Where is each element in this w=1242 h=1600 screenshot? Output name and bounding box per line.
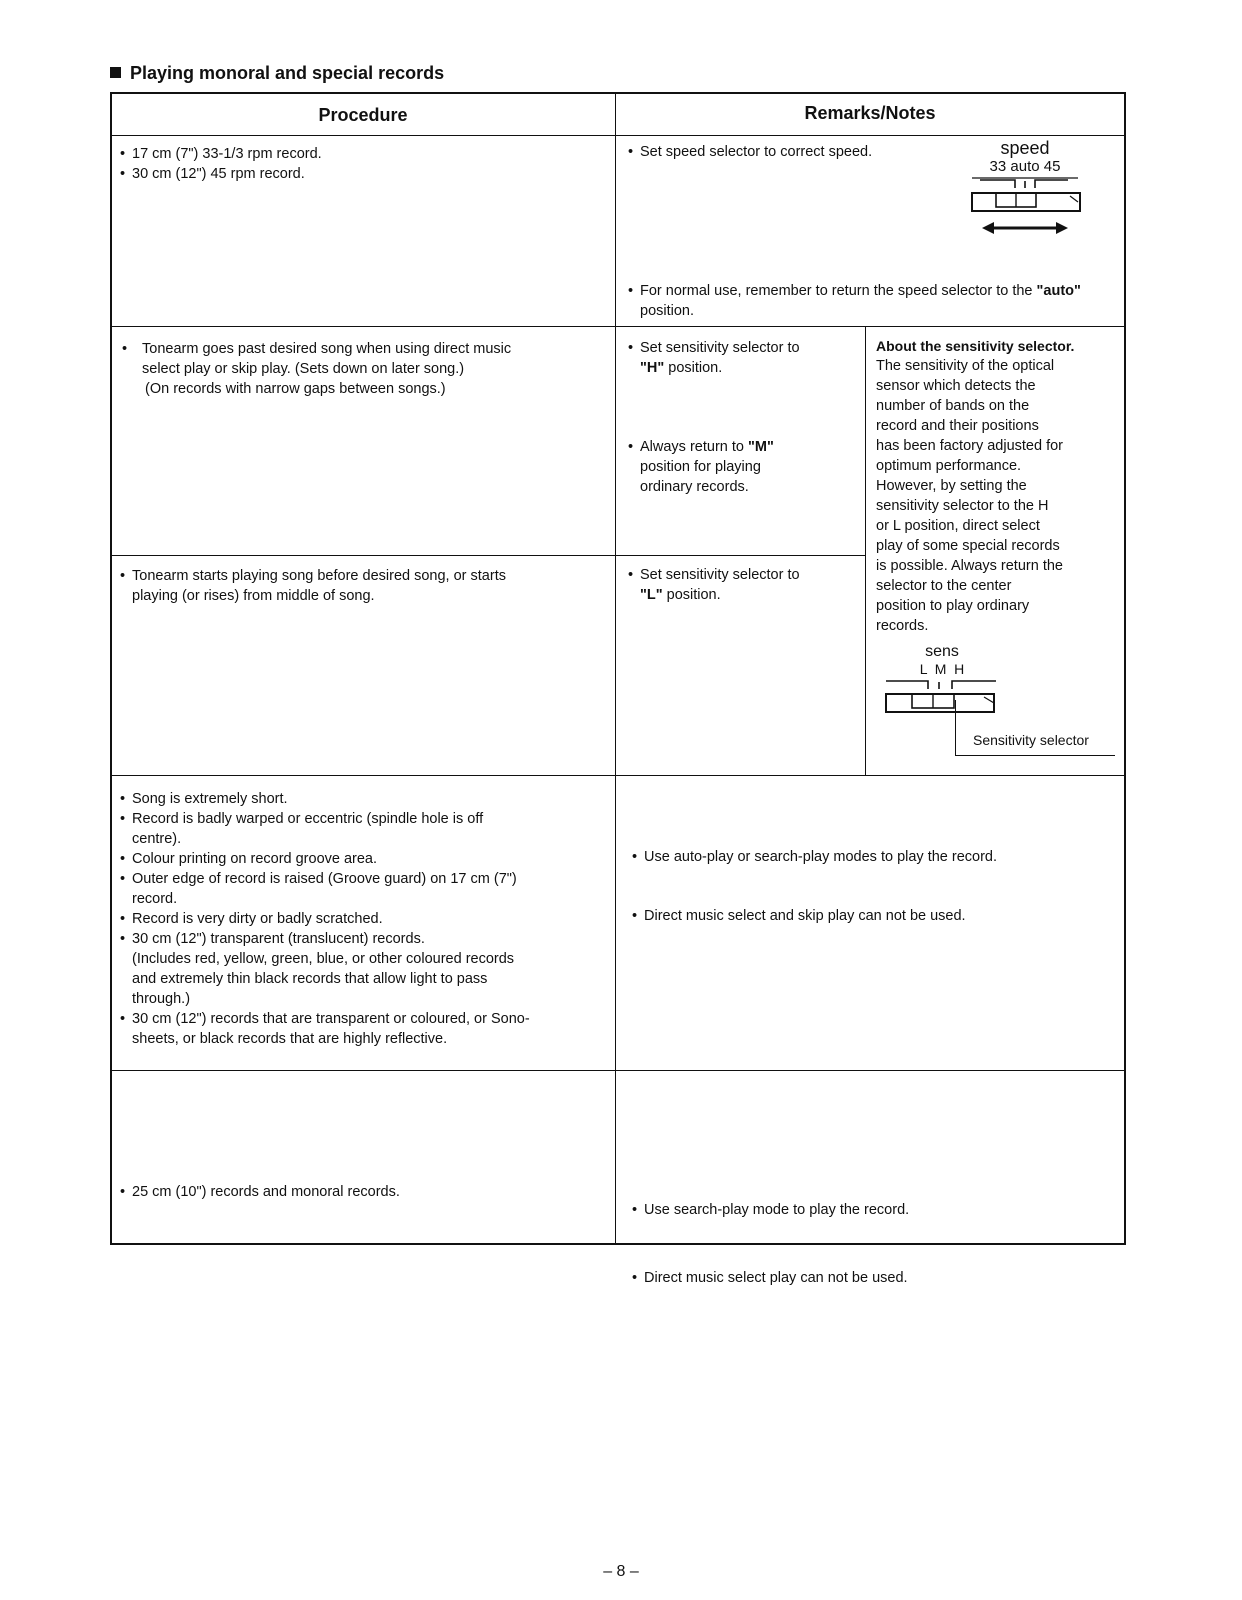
caption-underline <box>955 755 1115 756</box>
header-remarks: Remarks/Notes <box>804 103 936 123</box>
remark-line <box>628 358 858 378</box>
remark-bold: "M" <box>748 439 774 455</box>
list-item: • Colour printing on record groove area. <box>120 849 610 869</box>
remark-text: Always return to <box>640 439 744 455</box>
note-line: number of bands on the <box>876 398 1030 414</box>
row-divider-2 <box>110 555 865 556</box>
header-divider <box>110 135 1126 136</box>
section-title <box>110 63 444 84</box>
list-item: • Tonearm goes past desired song when using direct music <box>120 339 610 359</box>
sensitivity-note-heading: About the sensitivity selector. <box>876 338 1075 354</box>
caption-leader-line <box>955 700 956 755</box>
list-item: • Record is very dirty or badly scratched. <box>120 909 610 929</box>
sens-label: sens <box>925 643 959 660</box>
section-title-text: Playing monoral and special records <box>130 63 445 83</box>
remark-text: For normal use, remember to return the speed selector to the <box>640 283 1033 299</box>
remark-line <box>628 585 858 605</box>
list-item-cont: and extremely thin black records that allow light to pass <box>132 971 488 987</box>
sens-positions: L M H <box>919 661 965 677</box>
remark-line: ordinary records. <box>640 479 749 495</box>
remark-text: position. <box>640 303 695 319</box>
list-item-cont: through.) <box>132 991 191 1007</box>
row5-remark-2: • Direct music select play can not be used. <box>632 1268 1124 1288</box>
note-line: records. <box>876 618 929 634</box>
note-line: optimum performance. <box>876 458 1022 474</box>
remark-text: position. <box>666 587 721 603</box>
list-item-cont: (On records with narrow gaps between songs.) <box>145 381 446 397</box>
sensitivity-selector-caption: Sensitivity selector <box>973 732 1089 748</box>
note-line: sensitivity selector to the H <box>876 498 1049 514</box>
row-divider-3 <box>110 775 1126 776</box>
row2-remark-1 <box>628 338 858 378</box>
row1-remark-1: • Set speed selector to correct speed. <box>628 142 960 162</box>
note-line: has been factory adjusted for <box>876 438 1064 454</box>
row2-remark-2 <box>628 437 858 497</box>
row-divider-4 <box>110 1070 1126 1071</box>
column-divider <box>615 92 616 1245</box>
row-divider-1 <box>110 326 1126 327</box>
remark-line: • Set sensitivity selector to <box>628 565 858 585</box>
sensitivity-selector-diagram <box>878 643 1006 713</box>
row3-remark <box>628 565 858 605</box>
list-item-cont: sheets, or black records that are highly reflective. <box>132 1031 448 1047</box>
row3-procedure <box>120 566 610 606</box>
remark-line <box>628 437 858 457</box>
list-item: • Outer edge of record is raised (Groove guard) on 17 cm (7") <box>120 869 610 889</box>
row2-procedure <box>120 339 610 399</box>
remark-line: position for playing <box>640 459 761 475</box>
row4-remark-1: • Use auto-play or search-play modes to play the record. <box>632 847 1124 867</box>
row5-procedure: • 25 cm (10") records and monoral records. <box>120 1182 622 1202</box>
note-line: is possible. Always return the <box>876 558 1063 574</box>
note-column-divider <box>865 326 866 775</box>
note-line: However, by setting the <box>876 478 1027 494</box>
list-item: • Tonearm starts playing song before desired song, or starts <box>120 566 610 586</box>
list-item: • Song is extremely short. <box>120 789 610 809</box>
row4-remark-2: • Direct music select and skip play can not be used. <box>632 906 1124 926</box>
note-line: selector to the center <box>876 578 1012 594</box>
header-procedure: Procedure <box>318 105 408 125</box>
list-item: • 30 cm (12") 45 rpm record. <box>120 164 600 184</box>
list-item: • 30 cm (12") records that are transparent or coloured, or Sono- <box>120 1009 610 1029</box>
remark-bold: "H" <box>640 360 665 376</box>
note-line: position to play ordinary <box>876 598 1030 614</box>
list-item-cont: select play or skip play. (Sets down on later song.) <box>142 361 465 377</box>
row4-procedure <box>120 789 610 1049</box>
page-number: – 8 – <box>603 1563 639 1580</box>
note-line: sensor which detects the <box>876 378 1036 394</box>
list-item-cont: playing (or rises) from middle of song. <box>132 588 375 604</box>
remark-line: • Set sensitivity selector to <box>628 338 858 358</box>
sensitivity-switch-icon <box>878 677 1006 713</box>
row5-remark-1: • Use search-play mode to play the record. <box>632 1200 1124 1220</box>
speed-label: speed <box>1000 138 1050 158</box>
speed-positions: 33 auto 45 <box>989 158 1061 175</box>
list-item-cont: centre). <box>132 831 182 847</box>
list-item: • 17 cm (7") 33-1/3 rpm record. <box>120 144 600 164</box>
note-line: record and their positions <box>876 418 1039 434</box>
note-line: play of some special records <box>876 538 1060 554</box>
remark-bold: "L" <box>640 587 663 603</box>
list-item-cont: (Includes red, yellow, green, blue, or other coloured records <box>132 951 515 967</box>
remark-bold: "auto" <box>1036 283 1081 299</box>
row1-remark-2 <box>628 281 1120 321</box>
row1-procedure <box>120 144 600 184</box>
note-line: The sensitivity of the optical <box>876 358 1055 374</box>
list-item: • Record is badly warped or eccentric (spindle hole is off <box>120 809 610 829</box>
note-line: or L position, direct select <box>876 518 1040 534</box>
list-item: • 30 cm (12") transparent (translucent) records. <box>120 929 610 949</box>
speed-switch-icon <box>960 176 1090 238</box>
list-item-cont: record. <box>132 891 178 907</box>
speed-selector-diagram <box>960 138 1090 238</box>
remark-text: position. <box>668 360 723 376</box>
sensitivity-note <box>876 336 1116 636</box>
square-bullet-icon <box>110 67 121 78</box>
